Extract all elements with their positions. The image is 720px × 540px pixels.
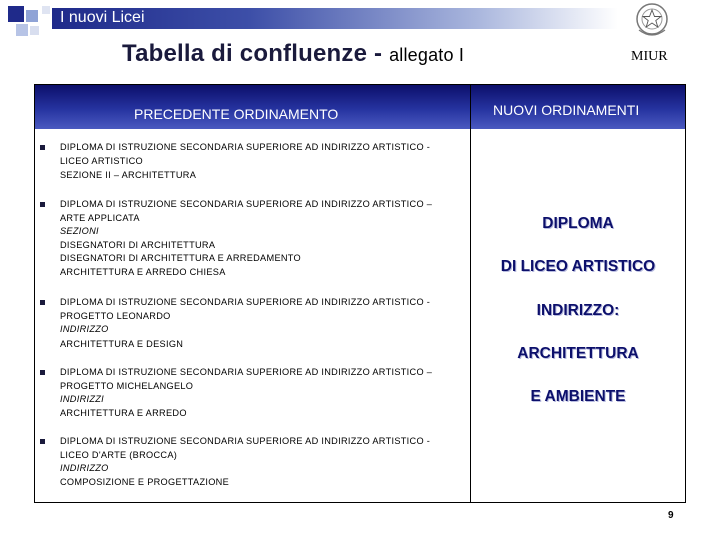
bullet-icon (40, 300, 45, 305)
item-line: PROGETTO MICHELANGELO (60, 380, 194, 391)
italian-republic-emblem-icon (634, 0, 670, 40)
decorative-square (26, 10, 38, 22)
new-diploma-line: INDIRIZZO: (536, 302, 620, 319)
decorative-square (30, 26, 39, 35)
page-title-sub: allegato I (389, 45, 465, 65)
decorative-square (42, 6, 50, 14)
item-line: LICEO ARTISTICO (60, 155, 143, 166)
page-title-main: Tabella di confluenze - (122, 40, 383, 67)
item-line: DIPLOMA DI ISTRUZIONE SECONDARIA SUPERIORE AD INDIRIZZO ARTISTICO - (60, 436, 431, 446)
item-line: INDIRIZZI (60, 394, 105, 404)
item-line: ARTE APPLICATA (60, 212, 140, 223)
bullet-icon (40, 145, 45, 150)
page-number: 9 (668, 510, 674, 521)
item-line: ARCHITETTURA E DESIGN (60, 338, 184, 349)
item-line: PROGETTO LEONARDO (60, 310, 171, 321)
item-line: ARCHITETTURA E ARREDO CHIESA (60, 266, 226, 277)
new-diploma-line: E AMBIENTE (530, 388, 626, 405)
decorative-square (16, 24, 28, 36)
item-line: LICEO D'ARTE (BROCCA) (60, 449, 178, 460)
bullet-icon (40, 439, 45, 444)
section-title: I nuovi Licei (60, 9, 145, 26)
item-line: INDIRIZZO (60, 324, 109, 334)
item-line: SEZIONE II – ARCHITETTURA (60, 170, 197, 180)
org-label: MIUR (631, 49, 668, 64)
left-column-header (35, 85, 470, 129)
item-line: DIPLOMA DI ISTRUZIONE SECONDARIA SUPERIORE AD INDIRIZZO ARTISTICO – (60, 199, 433, 209)
right-column-header (471, 85, 685, 129)
bullet-icon (40, 370, 45, 375)
item-line: DIPLOMA DI ISTRUZIONE SECONDARIA SUPERIORE AD INDIRIZZO ARTISTICO - (60, 142, 431, 152)
item-line: INDIRIZZO (60, 463, 109, 473)
right-header-label: NUOVI ORDINAMENTI (493, 102, 640, 118)
bullet-icon (40, 202, 45, 207)
item-line: DISEGNATORI DI ARCHITETTURA E ARREDAMENTO (60, 253, 301, 263)
item-line: DIPLOMA DI ISTRUZIONE SECONDARIA SUPERIORE AD INDIRIZZO ARTISTICO - (60, 297, 431, 307)
new-diploma-line: ARCHITETTURA (517, 345, 639, 362)
new-diploma-line: DI LICEO ARTISTICO (500, 258, 656, 275)
new-diploma-line: DIPLOMA (542, 215, 614, 232)
column-divider (470, 84, 471, 503)
item-line: DIPLOMA DI ISTRUZIONE SECONDARIA SUPERIORE AD INDIRIZZO ARTISTICO – (60, 367, 433, 377)
item-line: COMPOSIZIONE E PROGETTAZIONE (60, 476, 230, 487)
item-line: DISEGNATORI DI ARCHITETTURA (60, 239, 216, 250)
left-header-label: PRECEDENTE ORDINAMENTO (134, 106, 339, 122)
decorative-square (8, 6, 24, 22)
item-line: ARCHITETTURA E ARREDO (60, 407, 187, 418)
page-title (122, 40, 464, 68)
item-line: SEZIONI (60, 226, 99, 236)
